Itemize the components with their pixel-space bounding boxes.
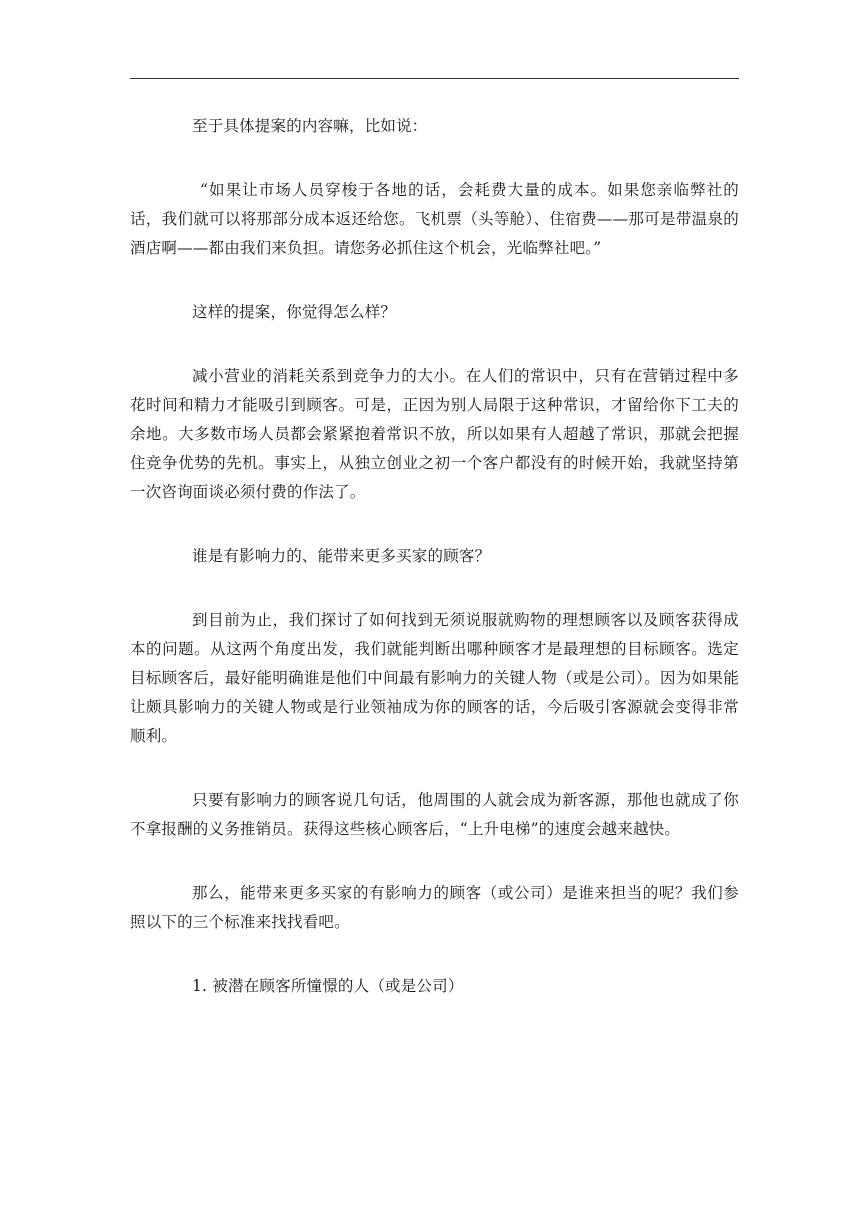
header-rule [130,78,739,79]
paragraph-three-criteria: 那么，能带来更多买家的有影响力的顾客（或公司）是谁来担当的呢？我们参照以下的三个标准来找找看吧。 [130,884,739,931]
section-heading-influential-customers: 谁是有影响力的、能带来更多买家的顾客？ [192,547,491,565]
paragraph-intro: 至于具体提案的内容嘛，比如说： [192,117,428,135]
paragraph-core-customers: 只要有影响力的顾客说几句话，他周围的人就会成为新客源，那他也就成了你不拿报酬的义务推销员。获得这些核心顾客后，“上升电梯”的速度会越来越快。 [130,791,739,838]
paragraph-key-persons: 到目前为止，我们探讨了如何找到无须说服就购物的理想顾客以及顾客获得成本的问题。从这两个角度出发，我们就能判断出哪种顾客才是最理想的目标顾客。选定目标顾客后，最好能明确谁是他们中间最有影响力的关键人物（或是公司）。因为如果能让颇具影响力的关键人物或是行业领袖成为你的顾客的话，今后吸引客源就会变得非常顺利。 [130,611,739,745]
paragraph-question: 这样的提案，你觉得怎么样？ [192,303,397,321]
paragraph-quote: “如果让市场人员穿梭于各地的话，会耗费大量的成本。如果您亲临弊社的话，我们就可以将那部分成本返还给您。飞机票（头等舱）、住宿费——那可是带温泉的酒店啊——都由我们来负担。请您务必抓住这个机会，光临弊社吧。” [130,181,739,257]
list-item-criterion-1: 1. 被潜在顾客所憧憬的人（或是公司） [192,977,464,995]
paragraph-competitiveness: 减小营业的消耗关系到竞争力的大小。在人们的常识中，只有在营销过程中多花时间和精力才能吸引到顾客。可是，正因为别人局限于这种常识，才留给你下工夫的余地。大多数市场人员都会紧紧抱着常识不放，所以如果有人超越了常识，那就会把握住竞争优势的先机。事实上，从独立创业之初一个客户都没有的时候开始，我就坚持第一次咨询面谈必须付费的作法了。 [130,367,739,501]
document-body [130,100,739,1001]
